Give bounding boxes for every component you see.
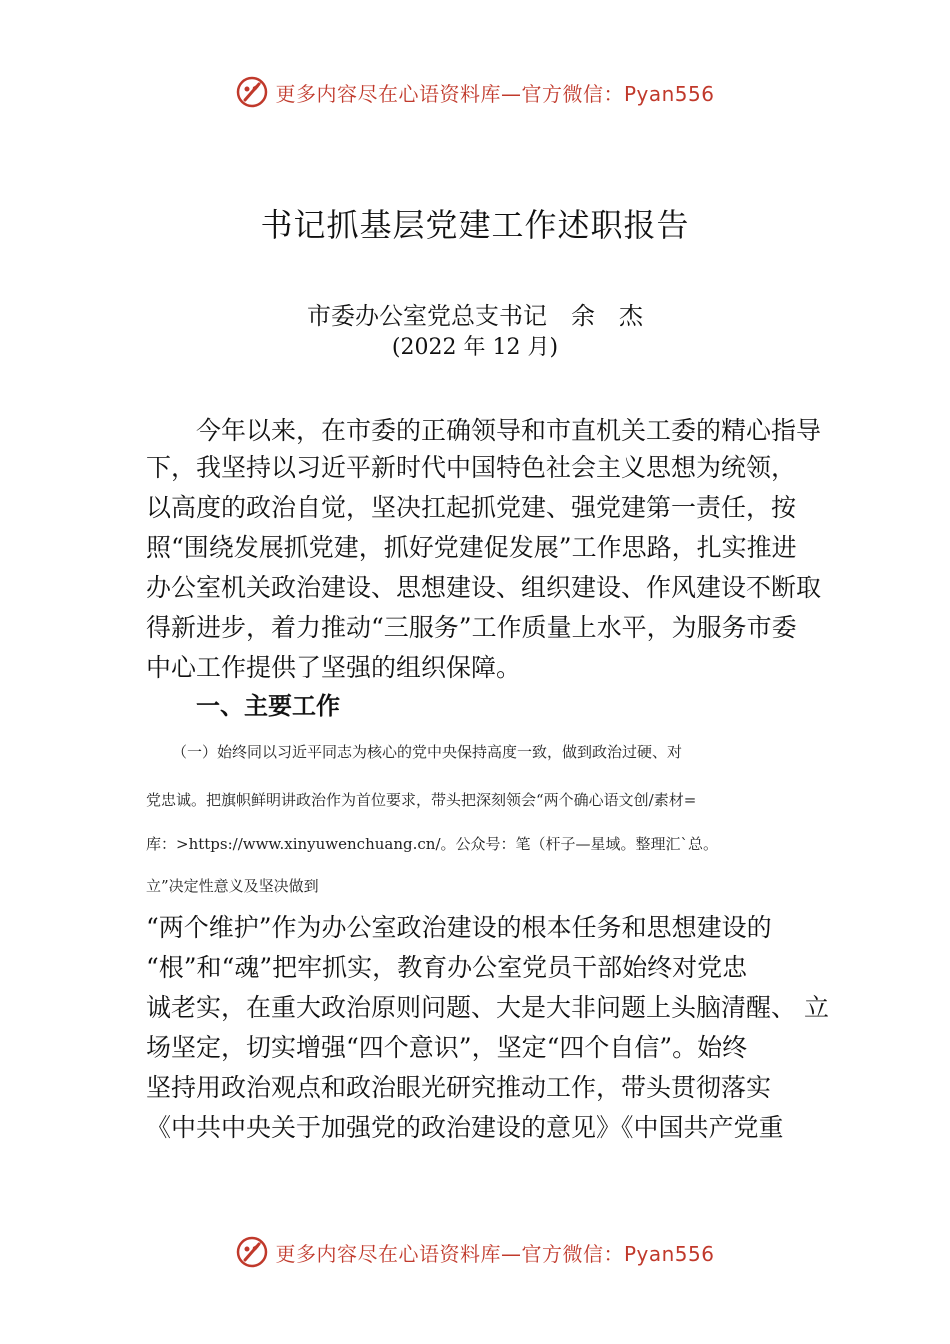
intro-line: 今年以来，在市委的正确领导和市直机关工委的精心指导: [196, 416, 822, 445]
banner-text: 更多内容尽在心语资料库—官方微信：Pyan556: [275, 1241, 715, 1266]
document-title: 书记抓基层党建工作述职报告: [260, 206, 690, 244]
small-text-line: 党忠诚。把旗帜鲜明讲政治作为首位要求，带头把深刻领会“两个确心语文创/素材=: [146, 791, 697, 809]
intro-line: 照“围绕发展抓党建，抓好党建促发展”工作思路，扎实推进: [146, 533, 797, 562]
date-line: (2022 年 12 月): [391, 335, 559, 360]
body-line: “两个维护”作为办公室政治建设的根本任务和思想建设的: [146, 913, 772, 942]
footer-watermark-banner: [0, 1232, 950, 1272]
banner-text: 更多内容尽在心语资料库—官方微信：Pyan556: [275, 81, 715, 106]
body-line: 坚持用政治观点和政治眼光研究推动工作，带头贯彻落实: [146, 1073, 772, 1102]
quill-logo-icon: [235, 75, 269, 109]
intro-line: 下，我坚持以习近平新时代中国特色社会主义思想为统领，: [146, 453, 797, 482]
intro-line: 得新进步，着力推动“三服务”工作质量上水平，为服务市委: [146, 613, 797, 642]
body-line: 《中共中央关于加强党的政治建设的意见》《中国共产党重: [146, 1113, 784, 1142]
small-text-line: 立”决定性意义及坚决做到: [146, 877, 319, 895]
header-watermark-banner: [0, 72, 950, 112]
small-text-line: （一）始终同以习近平同志为核心的党中央保持高度一致，做到政治过硬、对: [172, 743, 683, 761]
author-line: 市委办公室党总支书记 余 杰: [307, 302, 643, 330]
intro-line: 以高度的政治自觉，坚决扛起抓党建、强党建第一责任，按: [146, 493, 797, 522]
intro-line: 办公室机关政治建设、思想建设、组织建设、作风建设不断取: [146, 573, 822, 602]
small-text-line: 库：>https://www.xinyuwenchuang.cn/。公众号：笔（杆子—星域。整理汇`总。: [146, 835, 718, 853]
body-line: “根”和“魂”把牢抓实，教育办公室党员干部始终对党忠: [146, 953, 748, 982]
section-heading: 一、主要工作: [196, 692, 340, 720]
body-line: 场坚定，切实增强“四个意识”，坚定“四个自信”。始终: [146, 1033, 748, 1062]
intro-line: 中心工作提供了坚强的组织保障。: [146, 653, 522, 682]
quill-logo-icon: [235, 1235, 269, 1269]
body-line: 诚老实，在重大政治原则问题、大是大非问题上头脑清醒、 立: [146, 993, 829, 1022]
